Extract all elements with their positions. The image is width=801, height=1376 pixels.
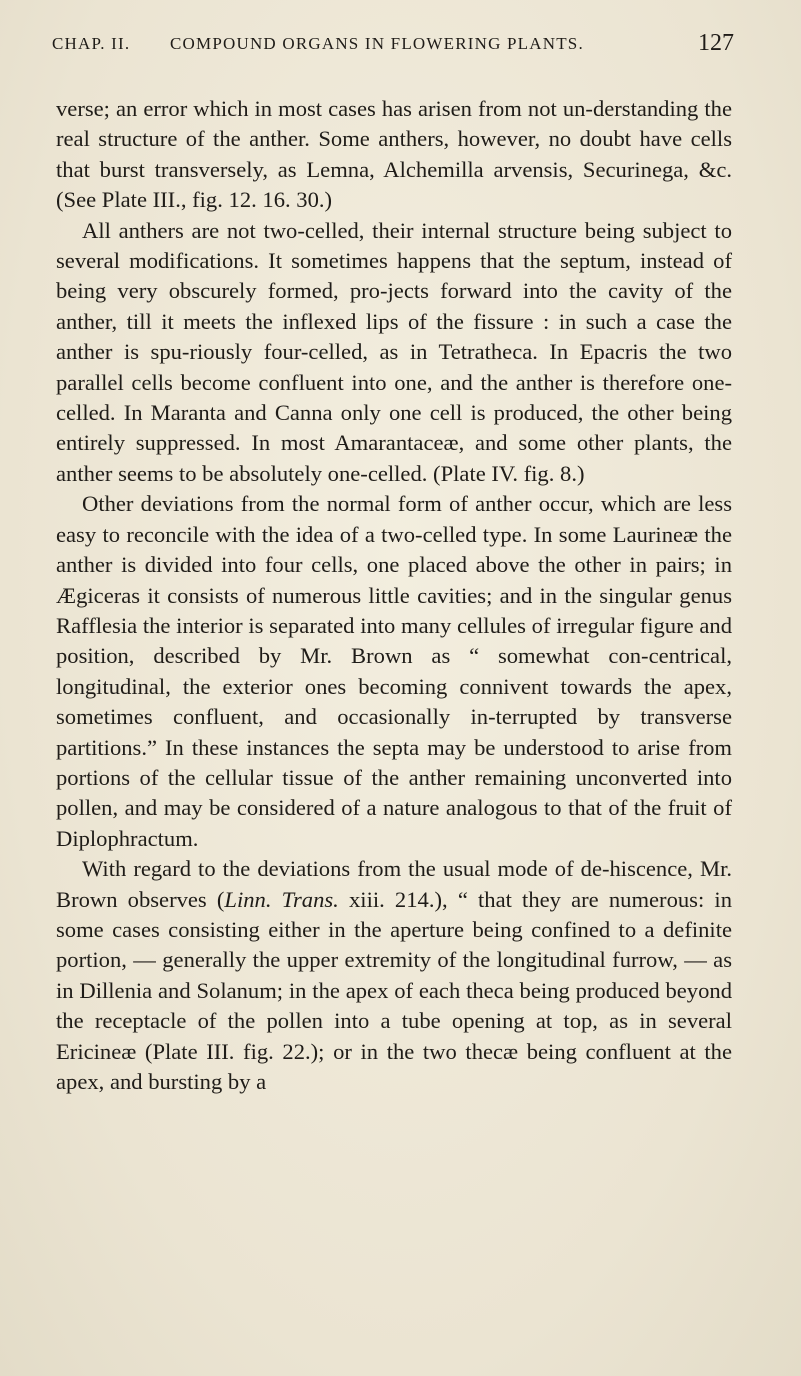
- chapter-label: CHAP. II.: [52, 34, 131, 53]
- running-title: COMPOUND ORGANS IN FLOWERING PLANTS.: [170, 34, 584, 53]
- paragraph: [56, 489, 732, 854]
- paragraph: [56, 854, 732, 1097]
- paragraph: [56, 216, 732, 490]
- text-run: xiii. 214.), “ that they are numerous: in some cases consisting either in the aperture being confined to a definite portion, — generally the upper extremity of the longitudinal furrow, — as in Dillenia and Solanum; in the apex of each theca being produced beyond the receptacle of the pollen into a tube opening at top, as in several Ericineæ (Plate III. fig. 22.); or in the two thecæ being confluent at the apex, and bursting by a: [56, 886, 732, 1094]
- running-header: [52, 30, 734, 60]
- text-run: verse; an error which in most cases has arisen from not un-derstanding the real structure of the anther. Some anthers, however, no doubt have cells that burst transversely, as Lemna, Alchemilla arvensis, Securinega, &c. (See Plate III., fig. 12. 16. 30.): [56, 96, 732, 213]
- body-text: [56, 94, 732, 1097]
- page-number: 127: [698, 30, 734, 56]
- citation-italic: Linn. Trans.: [224, 886, 339, 912]
- text-run: With regard to the deviations from the usual mode of de-hiscence, Mr. Brown observes (: [56, 856, 732, 912]
- text-run: All anthers are not two-celled, their internal structure being subject to several modifications. It sometimes happens that the septum, instead of being very obscurely formed, pro-jects forward into the cavity of the anther, till it meets the inflexed lips of the fissure : in such a case the anther is spu-riously four-celled, as in Tetratheca. In Epacris the two parallel cells become confluent into one, and the anther is therefore one-celled. In Maranta and Canna only one cell is produced, the other being entirely suppressed. In most Amarantaceæ, and some other plants, the anther seems to be absolutely one-celled. (Plate IV. fig. 8.): [56, 217, 732, 486]
- paragraph: [56, 94, 732, 216]
- text-run: Other deviations from the normal form of anther occur, which are less easy to reconcile with the idea of a two-celled type. In some Laurineæ the anther is divided into four cells, one placed above the other in pairs; in Ægiceras it consists of numerous little cavities; and in the singular genus Rafflesia the interior is separated into many cellules of irregular figure and position, described by Mr. Brown as “ somewhat con-centrical, longitudinal, the exterior ones becoming connivent towards the apex, sometimes confluent, and occasionally in-terrupted by transverse partitions.” In these instances the septa may be understood to arise from portions of the cellular tissue of the anther remaining unconverted into pollen, and may be considered of a nature analogous to that of the fruit of Diplophractum.: [56, 491, 732, 851]
